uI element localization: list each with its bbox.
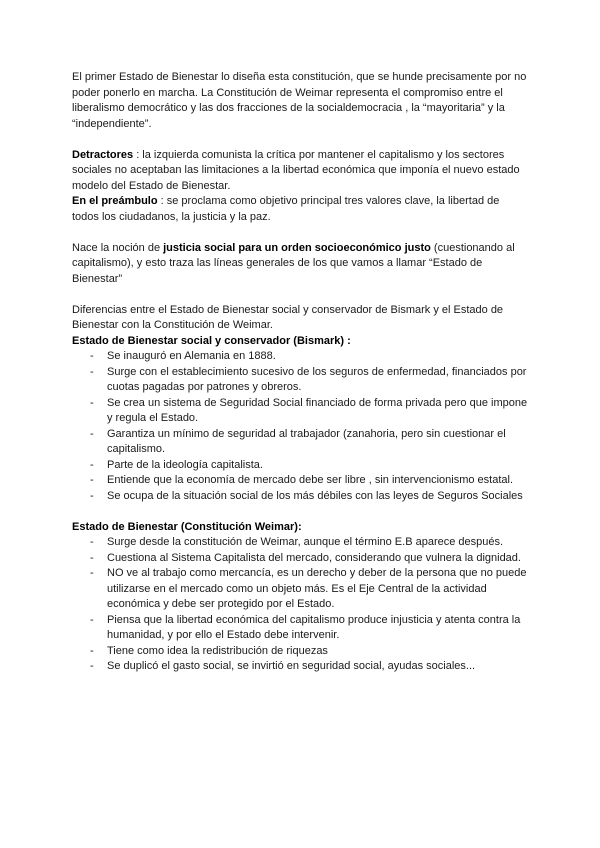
bismark-list	[72, 349, 528, 504]
preambulo-term: En el preámbulo	[72, 195, 158, 207]
list-item: - Cuestiona al Sistema Capitalista del mercado, considerando que vulnera la dignidad.	[107, 551, 528, 567]
spacer	[72, 287, 528, 303]
weimar-heading-text: Estado de Bienestar (Constitución Weimar):	[72, 520, 302, 533]
spacer	[72, 132, 528, 148]
weimar-heading	[72, 520, 528, 536]
list-item: - Parte de la ideología capitalista.	[107, 458, 528, 474]
intro-paragraph: El primer Estado de Bienestar lo diseña esta constitución, que se hunde precisamente por no poder ponerlo en marcha. La Constitución de Weimar representa el compromiso entre el liberalismo democrático y las dos fracciones de la socialdemocracia , la “mayoritaria” y la “independiente”.	[72, 71, 527, 130]
diferencias-intro: Diferencias entre el Estado de Bienestar social y conservador de Bismark y el Estado de Bienestar con la Constitución de Weimar.	[72, 303, 504, 331]
spacer	[72, 225, 528, 241]
list-item: - Tiene como idea la redistribución de riquezas	[107, 644, 528, 660]
bismark-heading	[72, 334, 528, 350]
list-item: - NO ve al trabajo como mercancía, es un derecho y deber de la persona que no puede utilizarse en el mercado como un objeto más. Es el Eje Central de la actividad económica y debe ser protegido por el Estado.	[107, 566, 528, 613]
preambulo-paragraph	[72, 194, 528, 225]
list-item: - Garantiza un mínimo de seguridad al trabajador (zanahoria, pero sin cuestionar el capitalismo.	[107, 427, 528, 458]
bismark-heading-text: Estado de Bienestar social y conservador (Bismark) :	[72, 334, 351, 347]
detractores-term: Detractores	[72, 148, 134, 161]
detractores-paragraph	[72, 148, 528, 195]
justicia-paragraph	[72, 241, 528, 288]
list-item: - Piensa que la libertad económica del capitalismo produce injusticia y atenta contra la humanidad, y por ello el Estado debe intervenir.	[107, 613, 528, 644]
weimar-list	[72, 535, 528, 675]
list-item: - Se duplicó el gasto social, se invirtió en seguridad social, ayudas sociales...	[107, 659, 528, 675]
list-item: - Se ocupa de la situación social de los más débiles con las leyes de Seguros Sociales	[107, 489, 528, 505]
detractores-text: : la izquierda comunista la crítica por mantener el capitalismo y los sectores sociales no aceptaban las limitaciones a la libertad económica que imponía el nuevo estado modelo del Estado de Bienestar.	[72, 148, 520, 192]
list-item: - Se crea un sistema de Seguridad Social financiado de forma privada pero que impone y regula el Estado.	[107, 396, 528, 427]
list-item: - Entiende que la economía de mercado debe ser libre , sin intervencionismo estatal.	[107, 473, 528, 489]
spacer	[72, 504, 528, 520]
list-item: - Surge desde la constitución de Weimar, aunque el término E.B aparece después.	[107, 535, 528, 551]
list-item: - Se inauguró en Alemania en 1888.	[107, 349, 528, 365]
justicia-bold: justicia social para un orden socioeconómico justo	[163, 241, 431, 254]
preambulo-text: : se proclama como objetivo principal tres valores clave, la libertad de todos los ciudadanos, la justicia y la paz.	[72, 195, 500, 223]
document-page	[72, 70, 528, 675]
justicia-after: (cuestionando al capitalismo), y esto traza las líneas generales de los que vamos a llamar “Estado de Bienestar”	[72, 241, 515, 285]
justicia-before: Nace la noción de	[72, 241, 164, 254]
list-item: - Surge con el establecimiento sucesivo de los seguros de enfermedad, financiados por cuotas pagadas por patrones y obreros.	[107, 365, 528, 396]
